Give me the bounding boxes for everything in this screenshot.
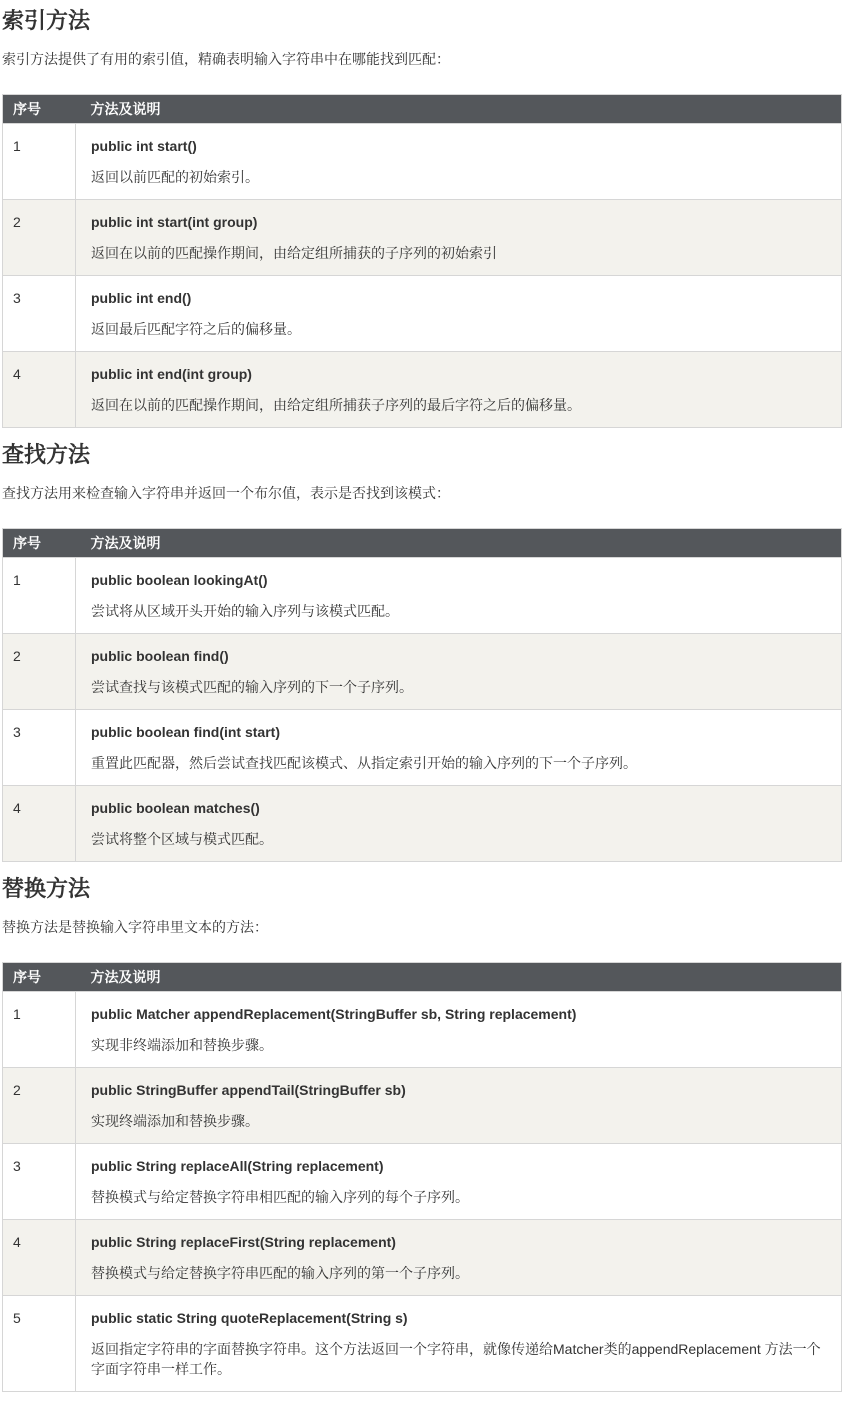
table-row	[3, 123, 842, 199]
method-signature: public int start()	[91, 137, 197, 154]
method-description: 返回在以前的匹配操作期间，由给定组所捕获子序列的最后字符之后的偏移量。	[91, 396, 581, 413]
table-header-method: 方法及说明	[76, 962, 842, 991]
table-row	[3, 633, 842, 709]
row-number: 1	[3, 557, 76, 633]
table-row	[3, 351, 842, 427]
row-number: 4	[3, 351, 76, 427]
section-index-methods	[2, 8, 842, 428]
row-number: 4	[3, 1219, 76, 1295]
section-heading: 查找方法	[2, 441, 91, 467]
table-head	[3, 528, 842, 557]
method-signature: public int start(int group)	[91, 213, 258, 230]
method-description: 尝试查找与该模式匹配的输入序列的下一个子序列。	[91, 678, 413, 695]
section-intro: 索引方法提供了有用的索引值，精确表明输入字符串中在哪能找到匹配：	[2, 51, 450, 68]
table-row	[3, 1067, 842, 1143]
section-intro: 查找方法用来检查输入字符串并返回一个布尔值，表示是否找到该模式：	[2, 485, 450, 502]
table-header-row	[3, 94, 842, 123]
table-header-method: 方法及说明	[76, 528, 842, 557]
method-signature: public static String quoteReplacement(String s)	[91, 1309, 408, 1326]
method-description: 返回以前匹配的初始索引。	[91, 168, 259, 185]
method-description: 实现终端添加和替换步骤。	[91, 1112, 259, 1129]
row-method-cell	[76, 1143, 842, 1219]
table-row	[3, 557, 842, 633]
method-signature: public boolean find(int start)	[91, 723, 280, 740]
method-description: 返回最后匹配字符之后的偏移量。	[91, 320, 301, 337]
row-method-cell	[76, 785, 842, 861]
table-header-no: 序号	[3, 962, 76, 991]
method-signature: public boolean lookingAt()	[91, 571, 268, 588]
method-signature: public boolean find()	[91, 647, 229, 664]
method-description: 替换模式与给定替换字符串匹配的输入序列的第一个子序列。	[91, 1264, 469, 1281]
row-number: 2	[3, 199, 76, 275]
table-row	[3, 1295, 842, 1391]
row-number: 2	[3, 633, 76, 709]
method-description: 尝试将从区域开头开始的输入序列与该模式匹配。	[91, 602, 399, 619]
table-row	[3, 1143, 842, 1219]
method-signature: public String replaceFirst(String replacement)	[91, 1233, 396, 1250]
section-intro: 替换方法是替换输入字符串里文本的方法：	[2, 919, 268, 936]
table-row	[3, 275, 842, 351]
method-signature: public StringBuffer appendTail(StringBuffer sb)	[91, 1081, 406, 1098]
row-method-cell	[76, 1067, 842, 1143]
table-body	[3, 991, 842, 1391]
table-row	[3, 199, 842, 275]
section-replacement-methods	[2, 876, 842, 1392]
method-description: 实现非终端添加和替换步骤。	[91, 1036, 273, 1053]
row-method-cell	[76, 991, 842, 1067]
section-heading: 替换方法	[2, 875, 91, 901]
method-description: 返回在以前的匹配操作期间，由给定组所捕获的子序列的初始索引	[91, 244, 497, 261]
table-header-method: 方法及说明	[76, 94, 842, 123]
replacement-methods-table	[2, 962, 842, 1392]
table-header-row	[3, 528, 842, 557]
method-signature: public String replaceAll(String replacement)	[91, 1157, 384, 1174]
row-method-cell	[76, 1219, 842, 1295]
row-method-cell	[76, 633, 842, 709]
row-number: 1	[3, 991, 76, 1067]
method-description: 替换模式与给定替换字符串相匹配的输入序列的每个子序列。	[91, 1188, 469, 1205]
table-body	[3, 557, 842, 861]
row-number: 1	[3, 123, 76, 199]
section-heading: 索引方法	[2, 8, 91, 33]
row-method-cell	[76, 1295, 842, 1391]
row-number: 2	[3, 1067, 76, 1143]
method-signature: public int end(int group)	[91, 365, 252, 382]
table-header-row	[3, 962, 842, 991]
row-method-cell	[76, 351, 842, 427]
row-method-cell	[76, 709, 842, 785]
method-signature: public Matcher appendReplacement(StringBuffer sb, String replacement)	[91, 1005, 577, 1022]
row-number: 5	[3, 1295, 76, 1391]
table-header-no: 序号	[3, 94, 76, 123]
table-head	[3, 94, 842, 123]
row-number: 3	[3, 1143, 76, 1219]
table-header-no: 序号	[3, 528, 76, 557]
row-method-cell	[76, 557, 842, 633]
row-method-cell	[76, 199, 842, 275]
study-methods-table	[2, 528, 842, 862]
table-row	[3, 785, 842, 861]
method-description: 尝试将整个区域与模式匹配。	[91, 830, 273, 847]
row-number: 3	[3, 275, 76, 351]
method-signature: public boolean matches()	[91, 799, 260, 816]
method-signature: public int end()	[91, 289, 192, 306]
index-methods-table	[2, 94, 842, 428]
table-body	[3, 123, 842, 427]
table-row	[3, 991, 842, 1067]
row-number: 3	[3, 709, 76, 785]
method-description: 重置此匹配器，然后尝试查找匹配该模式、从指定索引开始的输入序列的下一个子序列。	[91, 754, 637, 771]
row-method-cell	[76, 123, 842, 199]
table-row	[3, 1219, 842, 1295]
table-row	[3, 709, 842, 785]
table-head	[3, 962, 842, 991]
row-method-cell	[76, 275, 842, 351]
section-study-methods	[2, 442, 842, 862]
method-description: 返回指定字符串的字面替换字符串。这个方法返回一个字符串，就像传递给Matcher类的appendReplacement 方法一个字面字符串一样工作。	[91, 1340, 821, 1377]
row-number: 4	[3, 785, 76, 861]
